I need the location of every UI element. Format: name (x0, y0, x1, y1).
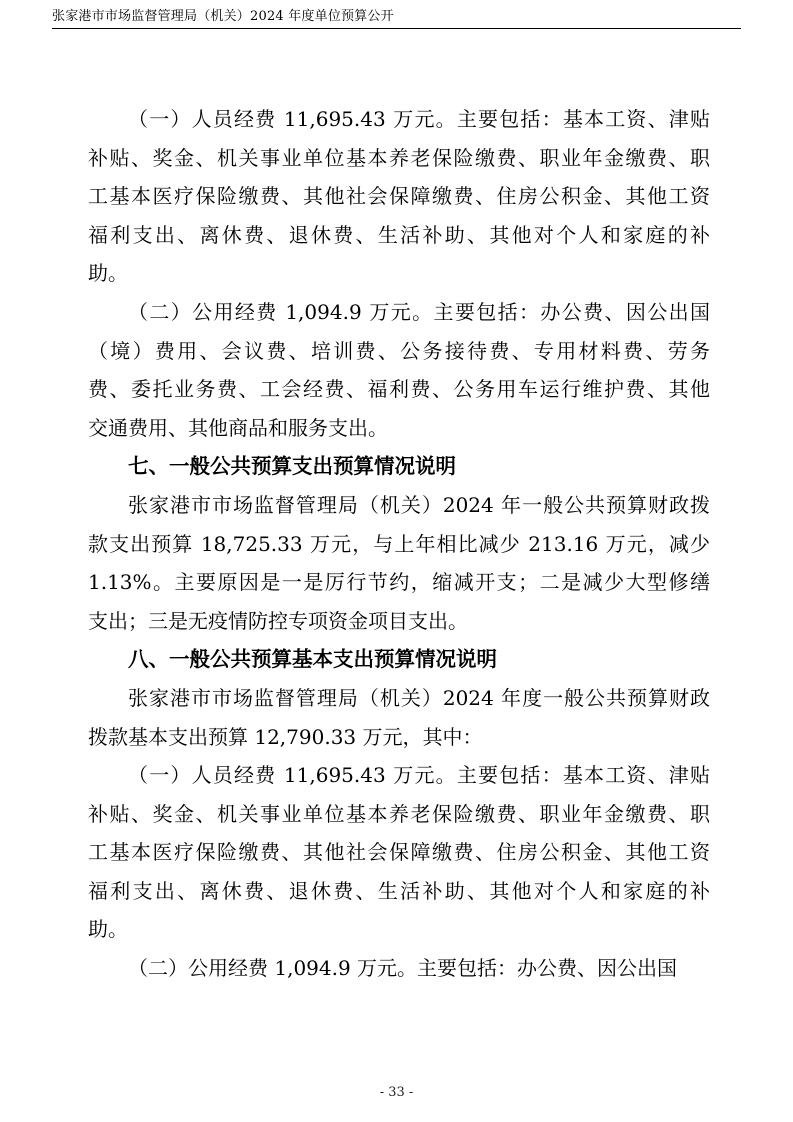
paragraph-line: 1.13%。主要原因是一是厉行节约，缩减开支；二是减少大型修缮 (88, 570, 710, 595)
paragraph-line: 补贴、奖金、机关事业单位基本养老保险缴费、职业年金缴费、职 (88, 145, 710, 170)
section-heading: 八、一般公共预算基本支出预算情况说明 (128, 647, 497, 672)
paragraph (88, 486, 710, 640)
paragraph (88, 100, 710, 293)
document-body (88, 100, 710, 988)
paragraph-line: （一）人员经费 11,695.43 万元。主要包括：基本工资、津贴 (128, 763, 710, 788)
paragraph-line: 费、委托业务费、工会经费、福利费、公务用车运行维护费、其他 (88, 377, 710, 402)
paragraph-line: 张家港市市场监督管理局（机关）2024 年一般公共预算财政拨 (128, 492, 710, 517)
paragraph-line: （二）公用经费 1,094.9 万元。主要包括：办公费、因公出国 (128, 299, 710, 324)
paragraph-line: 工基本医疗保险缴费、其他社会保障缴费、住房公积金、其他工资 (88, 840, 710, 865)
section-heading: 七、一般公共预算支出预算情况说明 (128, 454, 456, 479)
paragraph (88, 679, 710, 756)
paragraph-line: 工基本医疗保险缴费、其他社会保障缴费、住房公积金、其他工资 (88, 184, 710, 209)
paragraph (88, 949, 710, 988)
paragraph-line: （二）公用经费 1,094.9 万元。主要包括：办公费、因公出国 (128, 956, 678, 981)
header-rule (52, 28, 741, 29)
paragraph-line: 福利支出、离休费、退休费、生活补助、其他对个人和家庭的补 (88, 878, 710, 903)
paragraph-line: （一）人员经费 11,695.43 万元。主要包括：基本工资、津贴 (128, 107, 710, 131)
paragraph-line: 交通费用、其他商品和服务支出。 (88, 415, 388, 440)
paragraph-line: 张家港市市场监督管理局（机关）2024 年度一般公共预算财政 (128, 685, 710, 710)
paragraph-line: 助。 (88, 261, 128, 286)
paragraph (88, 756, 710, 949)
paragraph-line: （境）费用、会议费、培训费、公务接待费、专用材料费、劳务 (88, 338, 710, 363)
paragraph-line: 福利支出、离休费、退休费、生活补助、其他对个人和家庭的补 (88, 222, 710, 247)
paragraph-line: 款支出预算 18,725.33 万元，与上年相比减少 213.16 万元，减少 (88, 531, 710, 556)
paragraph-line: 支出；三是无疫情防控专项资金项目支出。 (88, 608, 468, 633)
running-header: 张家港市市场监督管理局（机关）2024 年度单位预算公开 (52, 9, 394, 24)
paragraph-line: 助。 (88, 917, 128, 942)
paragraph-line: 补贴、奖金、机关事业单位基本养老保险缴费、职业年金缴费、职 (88, 801, 710, 826)
paragraph (88, 293, 710, 447)
page-number: - 33 - (379, 1085, 414, 1100)
paragraph-line: 拨款基本支出预算 12,790.33 万元，其中： (88, 724, 483, 749)
